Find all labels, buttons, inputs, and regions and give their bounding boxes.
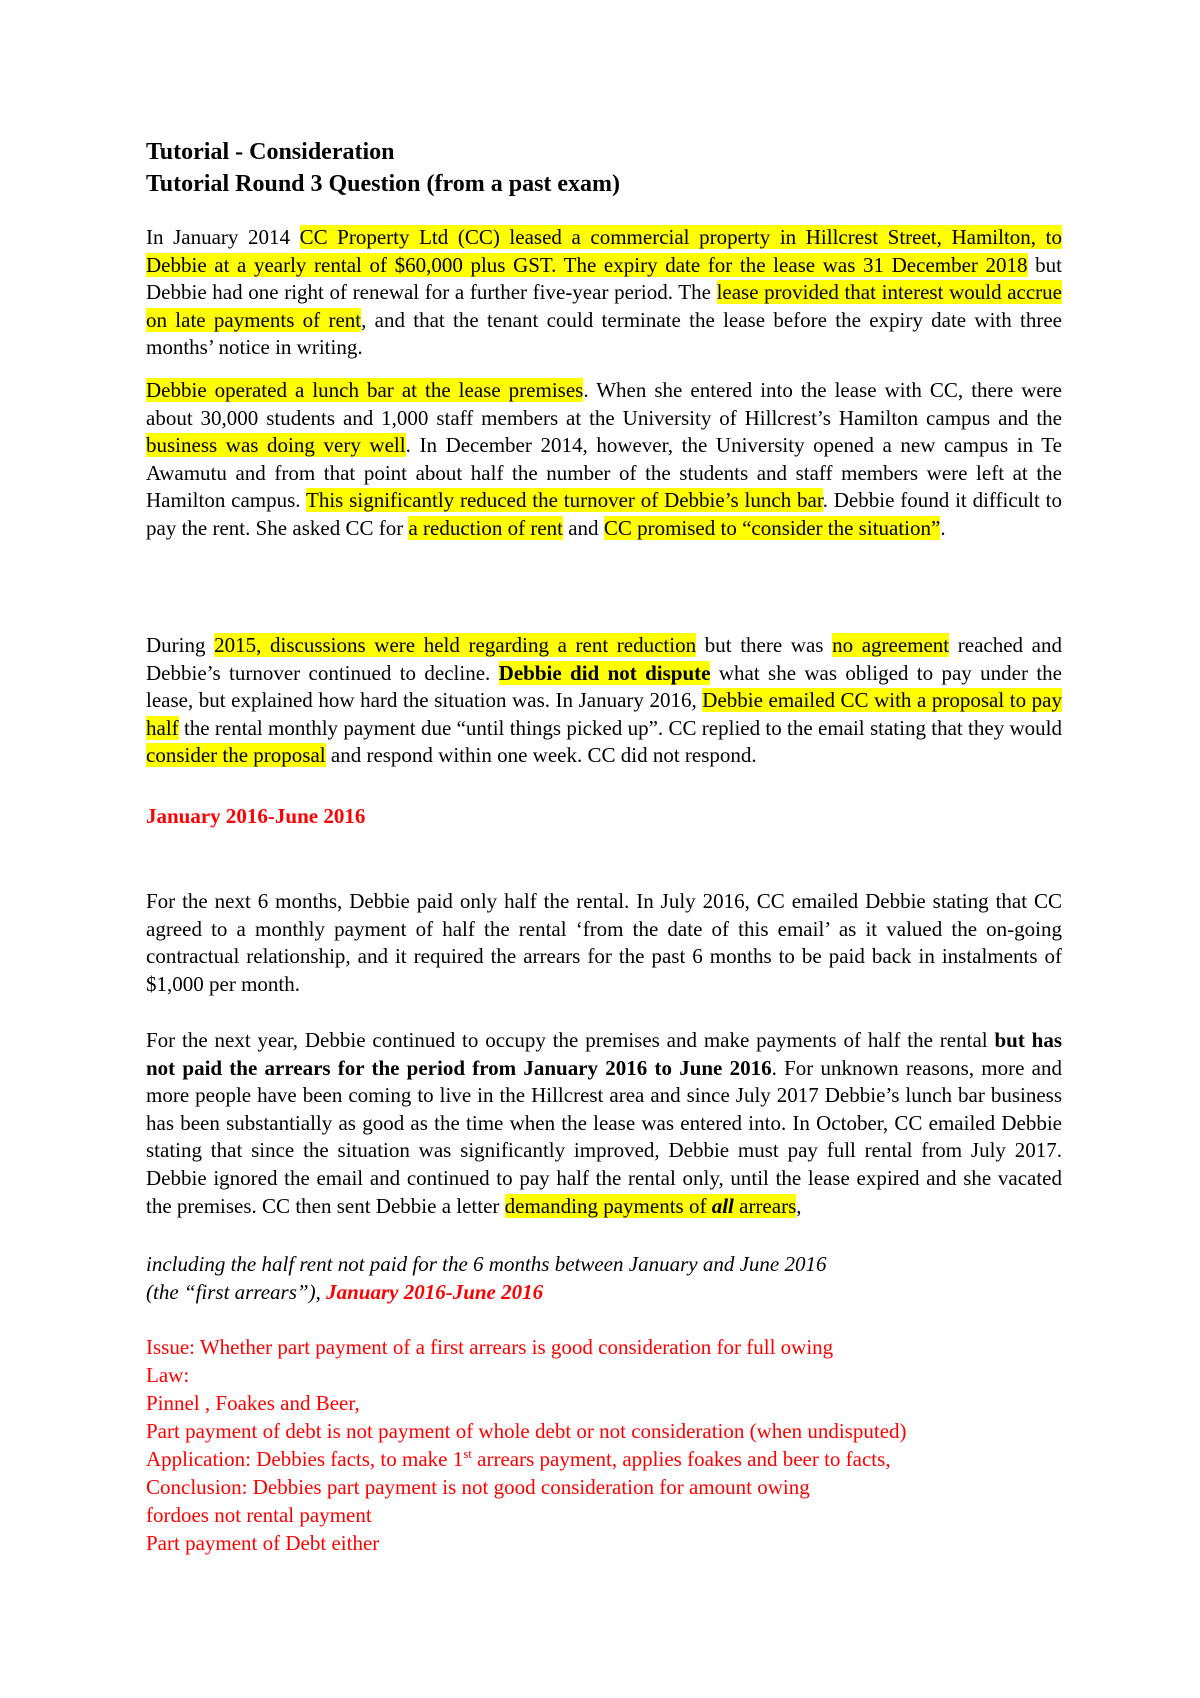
text-run: arrears payment, applies foakes and beer to facts, (471, 1447, 891, 1471)
text-run: . In December 2014, however, the University opened a new campus in Te Awamutu and from that point about half the number of the students and staff members were left at the Hamilton campus. (146, 433, 1062, 513)
text-run: . (940, 515, 946, 540)
text-run: but there was (696, 633, 833, 657)
highlighted-text: Debbie operated a lunch bar at the lease premises (146, 378, 584, 402)
text-run: what she was obliged to pay under the lease, but explained how hard the situation was. In January 2016, (146, 660, 1062, 713)
text-run: In January 2014 (146, 225, 300, 249)
highlighted-text: CC promised to “consider the situation” (603, 515, 941, 540)
paragraph-arrears (146, 1027, 1062, 1220)
text-run: . Debbie found it difficult to pay the rent. She asked CC for (146, 488, 1062, 540)
paragraph-half-rental: For the next 6 months, Debbie paid only half the rental. In July 2016, CC emailed Debbie stating that CC agreed to a monthly payment of half the rental ‘from the date of this email’ as it valued the on-going contractual relationship, and it required the arrears for the past 6 months to be paid back in instalments of $1,000 per month. (146, 889, 1062, 996)
note-issue: Issue: Whether part payment of a first arrears is good consideration for full owing (146, 1335, 834, 1359)
text-run: (the “first arrears”), (146, 1280, 327, 1304)
highlighted-bold-text: Debbie did not dispute (498, 660, 711, 685)
note-conclusion: Conclusion: Debbies part payment is not good consideration for amount owing (146, 1475, 810, 1499)
paragraph-discussions (146, 632, 1062, 770)
highlighted-text: This significantly reduced the turnover of Debbie’s lunch bar (306, 488, 823, 513)
italic-line: including the half rent not paid for the 6 months between January and June 2016 (146, 1252, 827, 1276)
highlighted-text: lease provided that interest would accrue on late payments of rent (146, 280, 1062, 332)
text-run: but Debbie had one right of renewal for a further five-year period. The (146, 252, 1062, 305)
note-either: Part payment of Debt either (146, 1531, 380, 1555)
italic-line-first-arrears (146, 1278, 543, 1306)
text-run: During (146, 633, 215, 657)
note-cases: Pinnel , Foakes and Beer, (146, 1391, 360, 1415)
text-run: . For unknown reasons, more and more people have been coming to live in the Hillcrest area and since July 2017 Debbie’s lunch bar business has been substantially as good as the time when the lease was entered into. In October, CC emailed Debbie stating that since the situation was significantly improved, Debbie must pay full rental from July 2017. Debbie ignored the email and continued to pay half the rental only, until the lease expired and she vacated the premises. CC then sent Debbie a letter (146, 1055, 1062, 1218)
text-run: and respond within one week. CC did not respond. (325, 743, 757, 768)
text-run: reached and Debbie’s turnover continued to decline. (146, 633, 1062, 685)
red-bold-italic-text: January 2016-June 2016 (326, 1280, 544, 1304)
text-run: . When she entered into the lease with CC, there were about 30,000 students and 1,000 staff members at the University of Hillcrest’s Hamilton campus and the (146, 378, 1062, 430)
note-rule: Part payment of debt is not payment of whole debt or not consideration (when undisputed) (146, 1419, 907, 1443)
document-title: Tutorial - Consideration (146, 139, 395, 165)
highlighted-text: consider the proposal (146, 743, 326, 768)
text-run: and (562, 515, 604, 540)
highlighted-text: a reduction of rent (408, 515, 563, 540)
superscript: st (463, 1446, 472, 1461)
highlighted-text: Debbie emailed CC with a proposal to pay half (146, 688, 1062, 740)
text-run: , and that the tenant could terminate the lease before the expiry date with three months’ notice in writing. (146, 307, 1063, 360)
highlighted-text: business was doing very well (146, 433, 406, 458)
text-run: , (796, 1193, 802, 1218)
document-subtitle: Tutorial Round 3 Question (from a past exam) (146, 171, 621, 197)
text-run: demanding payments of (504, 1193, 712, 1218)
text-run: arrears (733, 1193, 797, 1218)
note-application (146, 1445, 891, 1473)
highlighted-text: no agreement (832, 633, 950, 657)
highlighted-text (505, 1194, 797, 1218)
paragraph-lunch-bar (146, 377, 1062, 543)
bold-italic-text: all (711, 1193, 734, 1218)
highlighted-text: CC Property Ltd (CC) leased a commercial property in Hillcrest Street, Hamilton, to Debbie at a yearly rental of $60,000 plus GST. The expiry date for the lease was 31 December 2018 (146, 225, 1062, 277)
highlighted-text: 2015, discussions were held regarding a rent reduction (214, 633, 697, 657)
paragraph-lease (146, 224, 1062, 362)
text-run: Application: Debbies facts, to make 1 (146, 1447, 464, 1471)
red-heading: January 2016-June 2016 (146, 804, 366, 828)
note-fordoes: fordoes not rental payment (146, 1503, 372, 1527)
bold-text: but has not paid the arrears for the period from January 2016 to June 2016 (146, 1028, 1063, 1080)
note-law: Law: (146, 1363, 190, 1387)
text-run: the rental monthly payment due “until things picked up”. CC replied to the email stating that they would (178, 715, 1062, 740)
text-run: For the next year, Debbie continued to occupy the premises and make payments of half the rental (146, 1028, 995, 1052)
